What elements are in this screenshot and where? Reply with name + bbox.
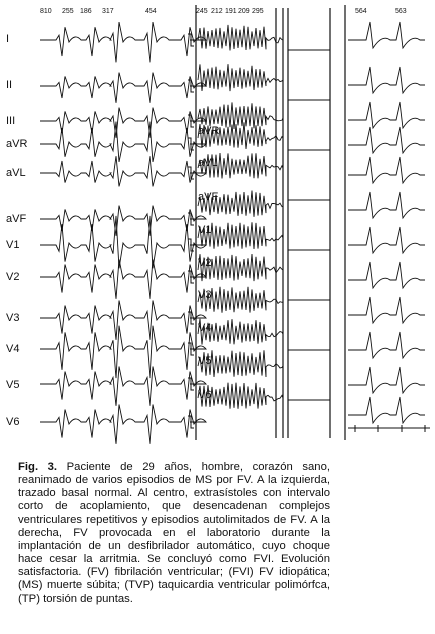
interval-label-middle: 295 — [252, 8, 264, 15]
lead-label-left: II — [6, 79, 13, 91]
lead-label-left: V1 — [6, 239, 20, 251]
post-shock-baseline — [288, 250, 330, 280]
lead-label-middle: V2 — [198, 257, 212, 269]
right-trace — [348, 22, 425, 48]
right-trace — [348, 67, 425, 93]
left-trace — [40, 326, 206, 378]
caption-text: Paciente de 29 años, hombre, corazón sano, reanimado de varios episodios de MS por FV. A la izquierda, trazado basal normal. Al centro, extrasístoles con intervalo corto de acoplamiento, que desencadenan complejos ventriculares repetitivos y episodios autolimitados de FV. A la derecha, FV provocada en el laboratorio durante la implantación de un desfibrilador automático, cuyo choque hace cesar la arritmia. Se concluyó como FVI. Evolución satisfactoria. (FV) fibrilación ventricular; (FVI) FV idiopática; (MS) muerte súbita; (TVP) taquicardia ventricular polimórfca, (TP) torsión de puntas. — [18, 461, 330, 605]
left-trace — [40, 216, 206, 268]
lead-label-left: III — [6, 115, 16, 127]
post-shock-baseline — [288, 150, 330, 180]
left-trace — [40, 22, 206, 62]
right-trace — [348, 297, 425, 323]
lead-label-middle: V5 — [198, 355, 212, 367]
post-shock-baseline — [288, 200, 330, 230]
left-trace — [40, 405, 206, 444]
lead-label-left: V5 — [6, 379, 20, 391]
lead-label-left: V2 — [6, 271, 20, 283]
right-trace — [348, 262, 425, 288]
lead-label-middle: V3 — [198, 289, 212, 301]
interval-label-left: 454 — [145, 8, 157, 15]
interval-label-middle: 191 — [225, 8, 237, 15]
post-shock-baseline — [288, 300, 330, 330]
interval-label-middle: 245 — [196, 8, 208, 15]
right-trace — [348, 157, 425, 183]
lead-label-left: V6 — [6, 416, 20, 428]
middle-trace — [198, 25, 283, 51]
middle-trace — [198, 64, 283, 91]
lead-label-left: aVR — [6, 138, 28, 150]
left-trace — [40, 156, 206, 186]
post-shock-baseline — [288, 50, 330, 80]
left-trace — [40, 367, 206, 406]
lead-label-middle: aVF — [198, 191, 219, 203]
lead-label-left: aVF — [6, 213, 27, 225]
post-shock-baseline — [288, 100, 330, 130]
right-trace — [348, 332, 425, 358]
interval-label-middle: 209 — [238, 8, 250, 15]
lead-label-middle: aVR — [198, 125, 220, 137]
right-trace — [348, 367, 425, 393]
lead-label-middle: aVL — [198, 157, 218, 169]
right-trace — [348, 102, 425, 128]
caption-label: Fig. 3. — [18, 461, 58, 473]
lead-label-left: V3 — [6, 312, 20, 324]
interval-label-middle: 212 — [211, 8, 223, 15]
left-trace — [40, 260, 206, 299]
lead-label-left: aVL — [6, 167, 26, 179]
left-trace — [40, 206, 206, 236]
right-trace — [348, 397, 425, 423]
interval-label-left: 810 — [40, 8, 52, 15]
right-trace — [348, 192, 425, 218]
figure-caption — [18, 461, 330, 606]
post-shock-baseline — [288, 400, 330, 430]
lead-label-middle: V1 — [198, 224, 212, 236]
left-trace — [40, 73, 206, 103]
interval-label-right: 564 — [355, 8, 367, 15]
post-shock-baseline — [288, 350, 330, 380]
lead-label-middle: V6 — [198, 389, 212, 401]
right-trace — [348, 227, 425, 253]
lead-label-left: I — [6, 33, 10, 45]
interval-label-left: 186 — [80, 8, 92, 15]
left-trace — [40, 122, 206, 162]
interval-label-left: 317 — [102, 8, 114, 15]
lead-label-left: V4 — [6, 343, 20, 355]
interval-label-right: 563 — [395, 8, 407, 15]
interval-label-left: 255 — [62, 8, 74, 15]
lead-label-middle: V4 — [198, 322, 212, 334]
right-trace — [348, 127, 425, 153]
left-trace — [40, 108, 206, 138]
